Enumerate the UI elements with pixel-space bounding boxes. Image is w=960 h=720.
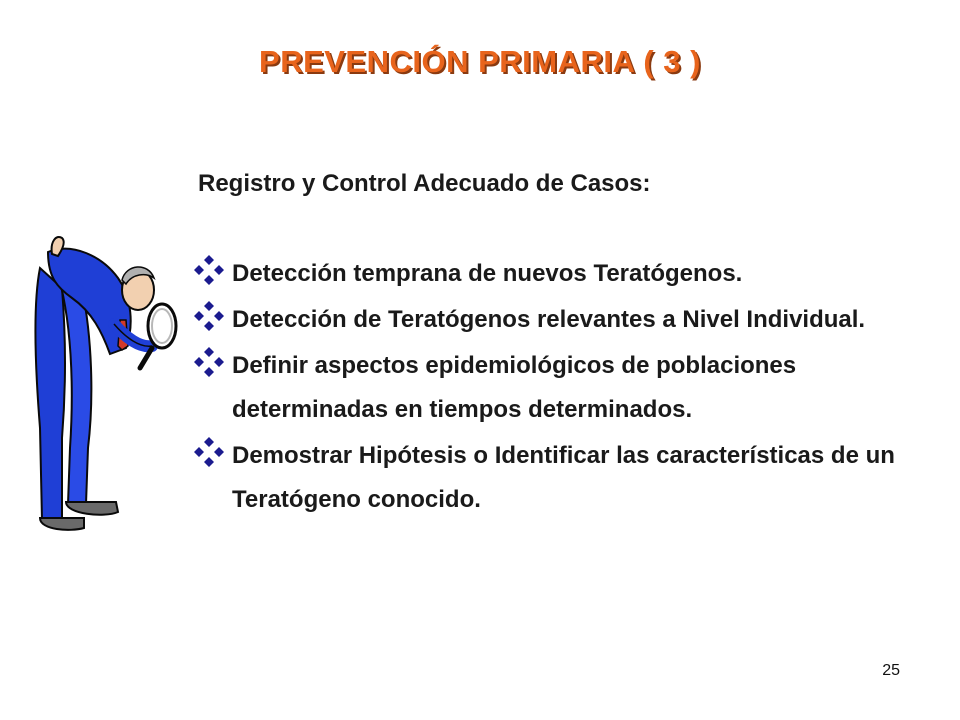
slide-title: PREVENCIÓN PRIMARIA ( 3 ) (259, 44, 701, 79)
bullet-text: Detección de Teratógenos relevantes a Nivel Individual. (232, 306, 866, 333)
section-subtitle: Registro y Control Adecuado de Casos: (198, 170, 651, 197)
list-item (186, 252, 926, 296)
bullet-text: Definir aspectos epidemiológicos de poblaciones determinadas en tiempos determinados. (232, 352, 797, 423)
list-item (186, 344, 926, 432)
bullet-list (186, 252, 926, 524)
diamond-cluster-icon (190, 298, 228, 336)
list-item (186, 298, 926, 342)
page-number: 25 (882, 662, 900, 679)
diamond-cluster-icon (190, 344, 228, 382)
detective-magnifying-glass-icon (22, 228, 192, 538)
list-item (186, 434, 926, 522)
diamond-cluster-icon (190, 434, 228, 472)
diamond-cluster-icon (190, 252, 228, 290)
bullet-text: Demostrar Hipótesis o Identificar las características de un Teratógeno conocido. (232, 442, 895, 513)
bullet-text: Detección temprana de nuevos Teratógenos. (232, 260, 743, 287)
